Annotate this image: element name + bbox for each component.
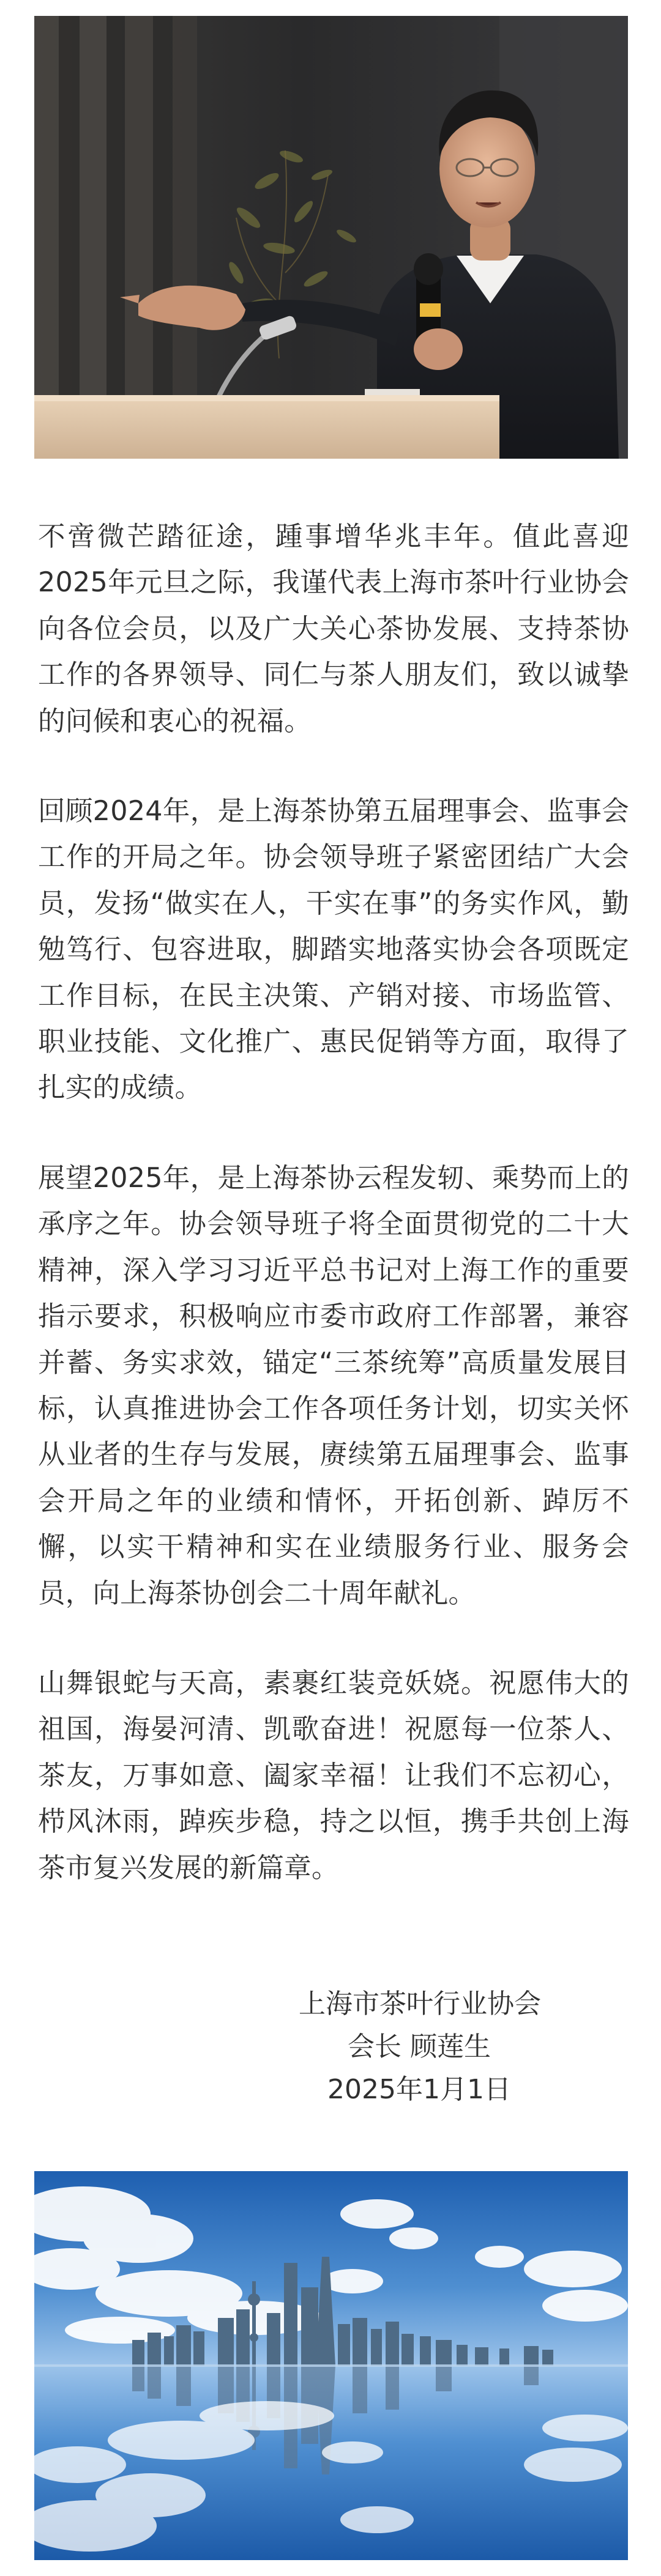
letter-body <box>38 514 629 1935</box>
paragraph-review-2024: 回顾2024年，是上海茶协第五届理事会、监事会工作的开局之年。协会领导班子紧密团结广大会员，发扬“做实在人，干实在事”的务实作风，勤勉笃行、包容进取，脚踏实地落实协会各项既定工作目标，在民主决策、产销对接、市场监管、职业技能、文化推广、惠民促销等方面，取得了扎实的成绩。 <box>38 796 629 1104</box>
signature-block <box>0 1983 661 2111</box>
paragraph-greeting: 不啻微芒踏征途，踵事增华兆丰年。值此喜迎2025年元旦之际，我谨代表上海市茶叶行业协会向各位会员，以及广大关心茶协发展、支持茶协工作的各界领导、同仁与茶人朋友们，致以诚挚的问候和衷心的祝福。 <box>38 521 629 737</box>
speaker-photo <box>34 16 628 459</box>
paragraph-outlook-2025: 展望2025年，是上海茶协云程发轫、乘势而上的承序之年。协会领导班子将全面贯彻党的二十大精神，深入学习习近平总书记对上海工作的重要指示要求，积极响应市委市政府工作部署，兼容并蓄、务实求效，锚定“三茶统筹”高质量发展目标，认真推进协会工作各项任务计划，切实关怀从业者的生存与发展，赓续第五届理事会、监事会开局之年的业绩和情怀，开拓创新、踔厉不懈，以实干精神和实在业绩服务行业、服务会员，向上海茶协创会二十周年献礼。 <box>38 1162 629 1609</box>
city-skyline-photo <box>34 2171 628 2560</box>
paragraph-wishes: 山舞银蛇与天高，素裹红装竞妖娆。祝愿伟大的祖国，海晏河清、凯歌奋进！祝愿每一位茶人、茶友，万事如意、阖家幸福！让我们不忘初心，栉风沐雨，踔疾步稳，持之以恒，携手共创上海茶市复兴发展的新篇章。 <box>38 1667 629 1884</box>
signature-date: 2025年1月1日 <box>327 2074 511 2105</box>
signature-organization: 上海市茶叶行业协会 <box>299 1988 541 2019</box>
signature-title: 会长 顾莲生 <box>348 2031 491 2062</box>
